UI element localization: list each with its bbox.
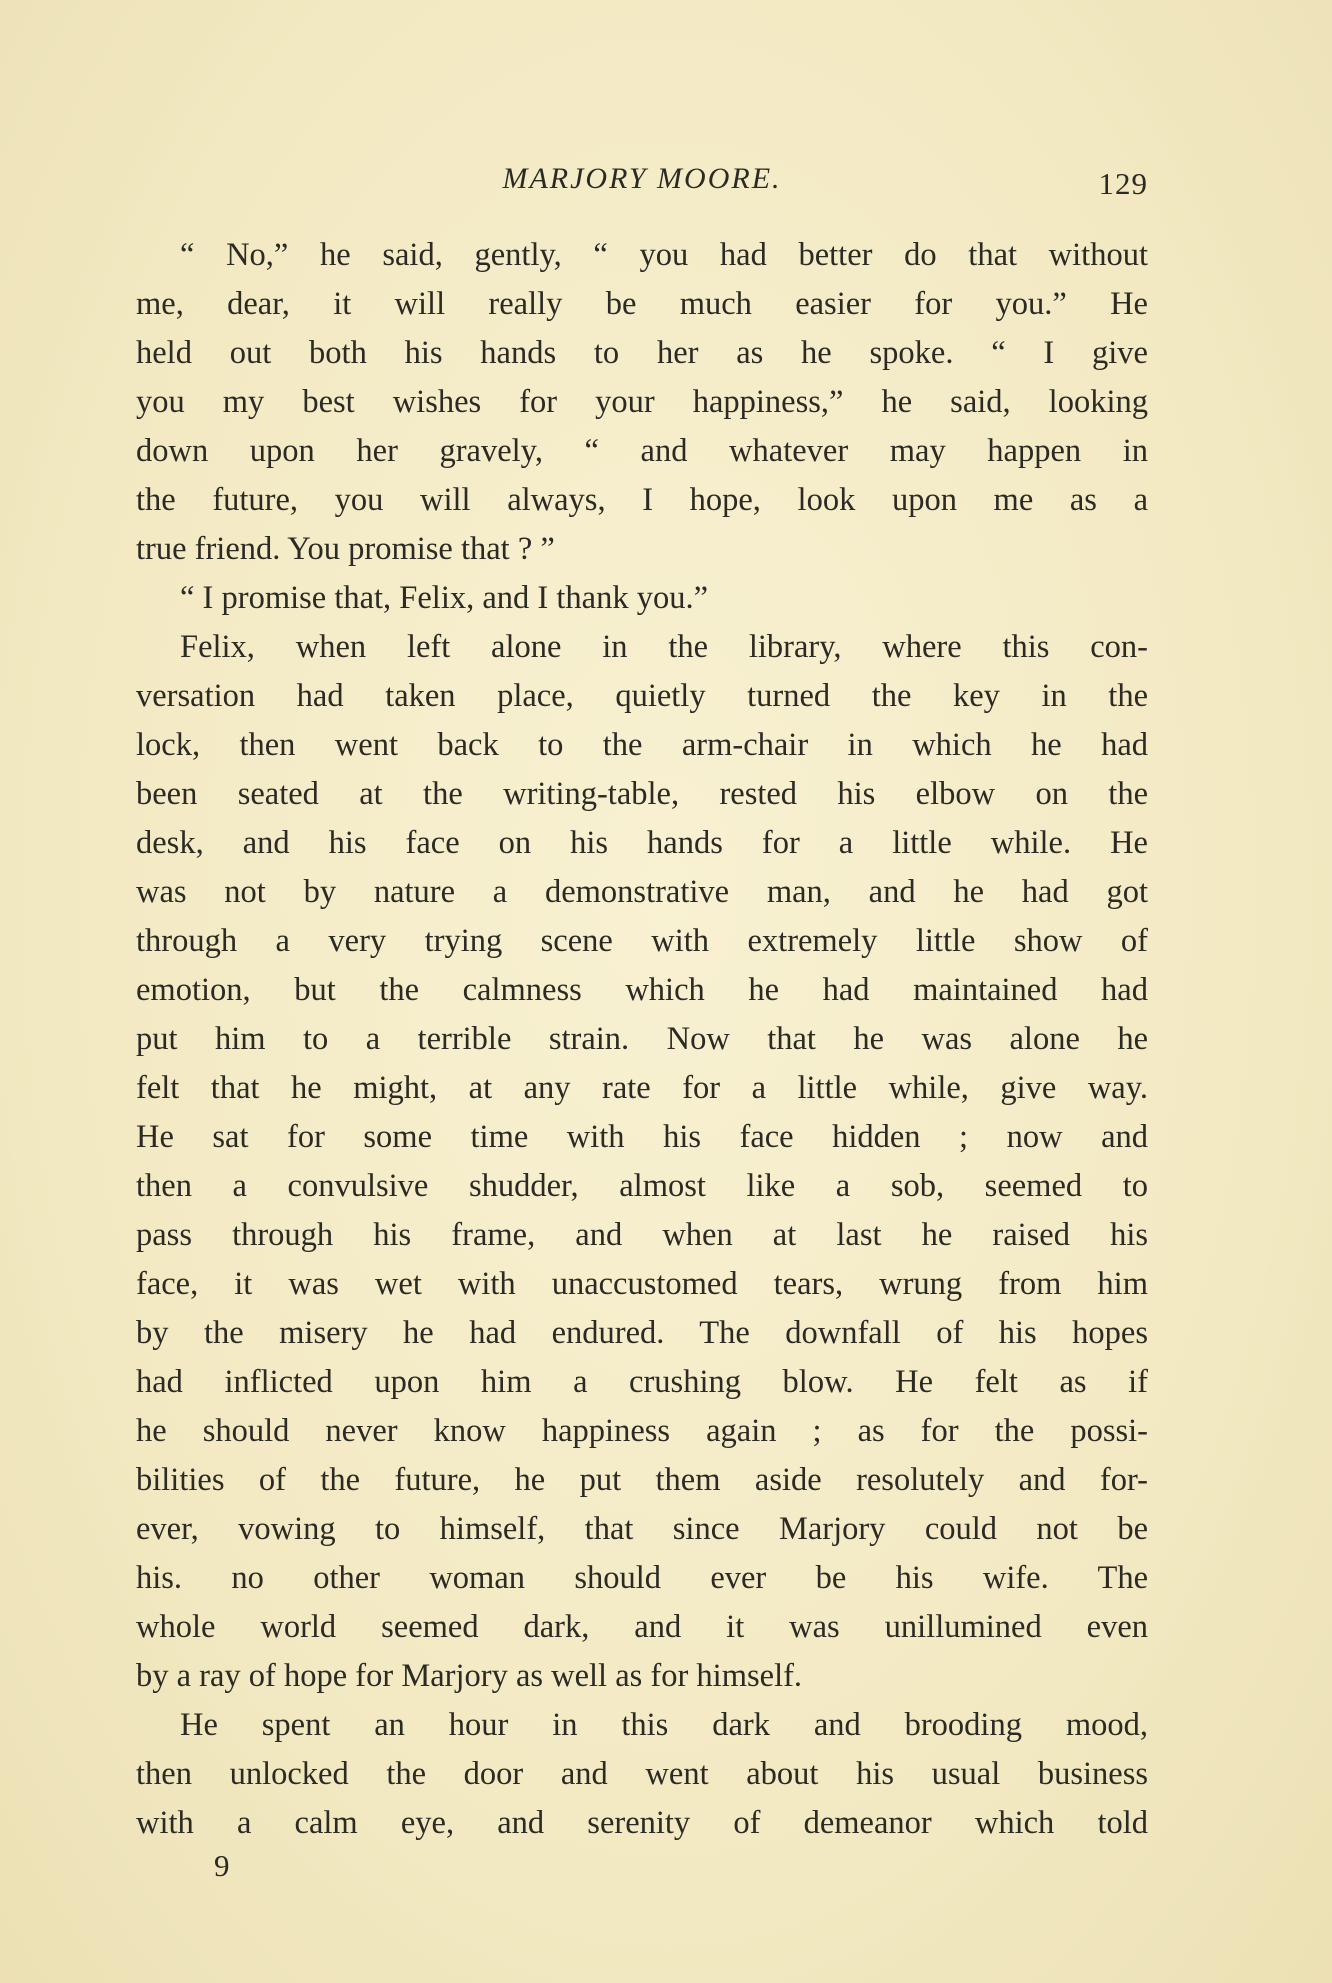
text-line: been seated at the writing-table, rested his elbow on the [136, 776, 1148, 812]
page-number: 129 [1098, 166, 1148, 201]
text-line: desk, and his face on his hands for a little while. He [136, 825, 1148, 861]
text-line: lock, then went back to the arm-chair in which he had [136, 727, 1148, 763]
text-line: he should never know happiness again ; as for the possi- [136, 1413, 1148, 1449]
text-line: you my best wishes for your happiness,” he said, looking [136, 384, 1148, 420]
text-line: held out both his hands to her as he spoke. “ I give [136, 335, 1148, 371]
text-line: put him to a terrible strain. Now that he was alone he [136, 1021, 1148, 1057]
body-text [136, 231, 1148, 1848]
text-line: versation had taken place, quietly turned the key in the [136, 678, 1148, 714]
text-line: with a calm eye, and serenity of demeanor which told [136, 1805, 1148, 1841]
text-line: He spent an hour in this dark and brooding mood, [180, 1707, 1148, 1743]
text-line: me, dear, it will really be much easier for you.” He [136, 286, 1148, 322]
text-line: whole world seemed dark, and it was unillumined even [136, 1609, 1148, 1645]
running-title: MARJORY MOORE. [502, 162, 782, 195]
text-line: ever, vowing to himself, that since Marjory could not be [136, 1511, 1148, 1547]
text-line: Felix, when left alone in the library, where this con- [180, 629, 1148, 665]
signature-mark: 9 [214, 1848, 230, 1883]
text-line: the future, you will always, I hope, look upon me as a [136, 482, 1148, 518]
text-line: down upon her gravely, “ and whatever may happen in [136, 433, 1148, 469]
text-line: face, it was wet with unaccustomed tears, wrung from him [136, 1266, 1148, 1302]
text-line: was not by nature a demonstrative man, and he had got [136, 874, 1148, 910]
text-line: “ No,” he said, gently, “ you had better do that without [180, 237, 1148, 273]
text-line: then a convulsive shudder, almost like a sob, seemed to [136, 1168, 1148, 1204]
text-line: true friend. You promise that ? ” [136, 531, 555, 567]
text-line: his. no other woman should ever be his wife. The [136, 1560, 1148, 1596]
text-line: He sat for some time with his face hidden ; now and [136, 1119, 1148, 1155]
text-line: by the misery he had endured. The downfall of his hopes [136, 1315, 1148, 1351]
text-line: “ I promise that, Felix, and I thank you.” [180, 580, 708, 616]
text-line: through a very trying scene with extremely little show of [136, 923, 1148, 959]
text-line: pass through his frame, and when at last he raised his [136, 1217, 1148, 1253]
running-header [136, 158, 1148, 208]
text-line: had inflicted upon him a crushing blow. He felt as if [136, 1364, 1148, 1400]
text-line: emotion, but the calmness which he had maintained had [136, 972, 1148, 1008]
text-line: bilities of the future, he put them aside resolutely and for- [136, 1462, 1148, 1498]
text-line: then unlocked the door and went about his usual business [136, 1756, 1148, 1792]
text-line: felt that he might, at any rate for a little while, give way. [136, 1070, 1148, 1106]
text-line: by a ray of hope for Marjory as well as for himself. [136, 1658, 803, 1694]
